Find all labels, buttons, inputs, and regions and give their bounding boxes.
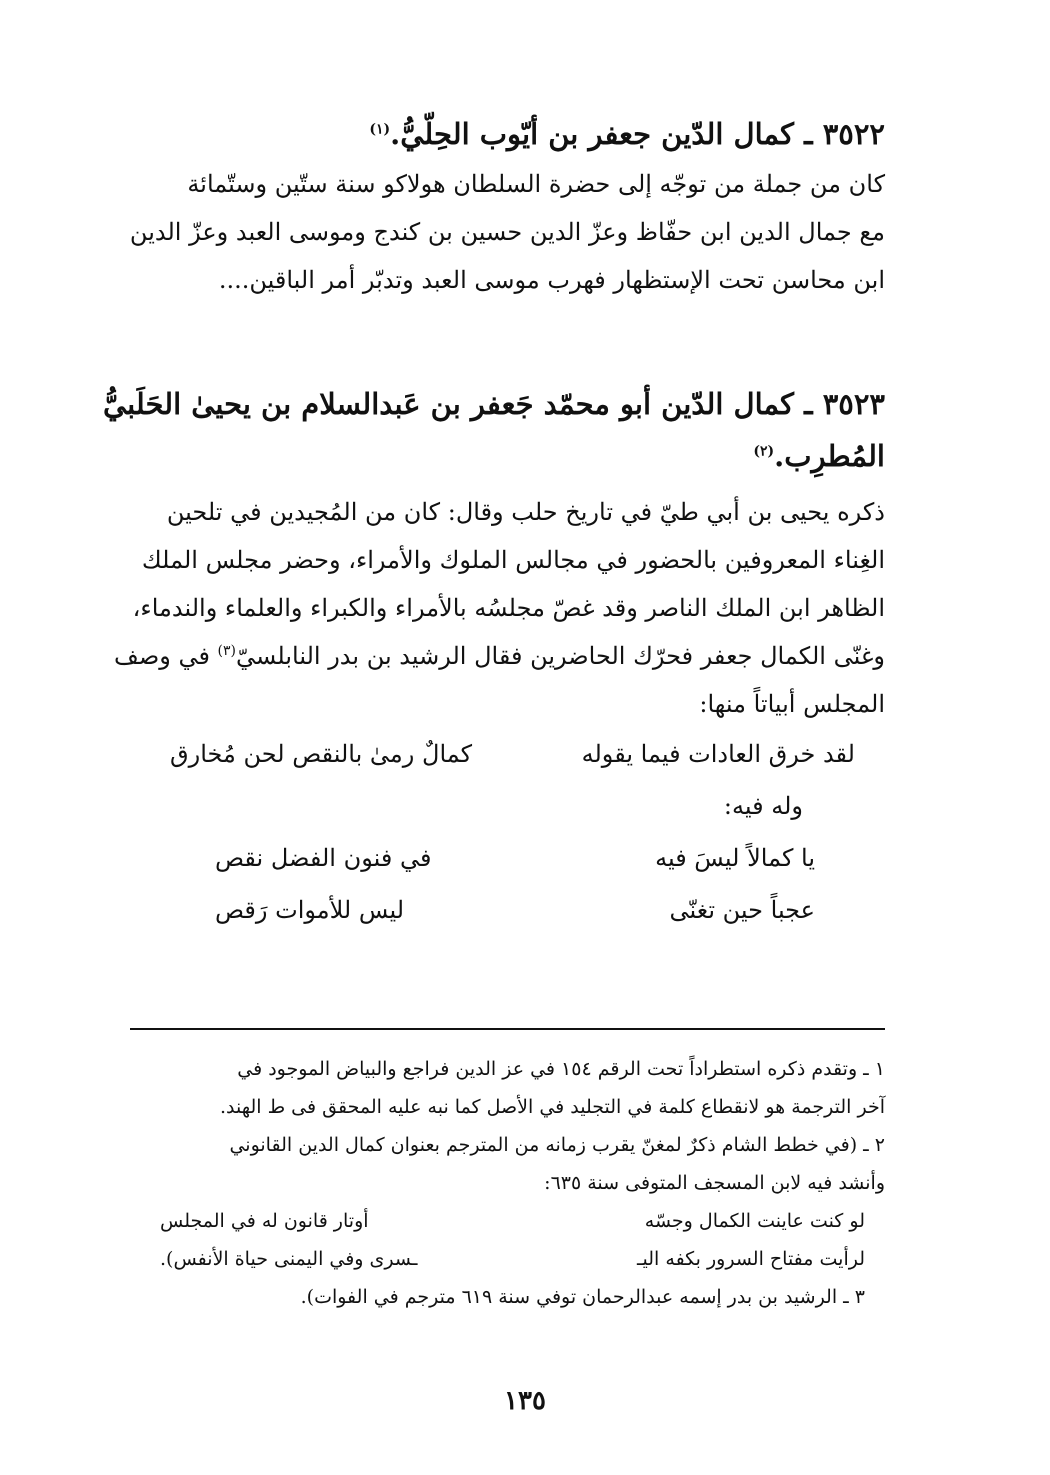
- verse-2-first-hemistich: يا كمالاً ليسَ فيه: [655, 844, 815, 872]
- verse-1-second-hemistich: كمالٌ رمىٰ بالنقص لحن مُخارق: [170, 740, 473, 768]
- footnote-1-line-2: آخر الترجمة هو لانقطاع كلمة في التجليد في الأصل كما نبه عليه المحقق فى ط الهند.: [219, 1096, 885, 1118]
- entry-3522: [130, 108, 885, 304]
- verse-3-second-hemistich: ليس للأموات رَقص: [215, 896, 405, 924]
- entry-3523-title-line-1: ٣٥٢٣ ـ كمال الدّين أبو محمّد جَعفر بن عَبدالسلام بن يحيىٰ الحَلَبيُّ: [103, 387, 885, 421]
- entry-3522-line-3: ابن محاسن تحت الإستظهار فهرب موسى العبد وتدبّر أمر الباقين....: [218, 266, 885, 294]
- footnote-ref-1: (١): [369, 121, 391, 138]
- footnote-2-verse-1: [130, 1202, 885, 1240]
- verse-2: [130, 832, 885, 884]
- footnote-2-verse-2-second: ـسرى وفي اليمنى حياة الأنفس).: [160, 1248, 418, 1270]
- verse-1: [130, 728, 885, 780]
- footnotes: [130, 1050, 885, 1316]
- footnote-2-verse-1-first: لو كنت عاينت الكمال وجسّه: [644, 1210, 865, 1232]
- entry-3522-line-2: مع جمال الدين ابن حفّاظ وعزّ الدين حسين بن كندج وموسى العبد وعزّ الدين: [129, 218, 885, 246]
- verse-2-second-hemistich: في فنون الفضل نقص: [215, 844, 432, 872]
- verse-label: وله فيه:: [723, 792, 803, 820]
- entry-3523-line-2: الغِناء المعروفين بالحضور في مجالس الملوك والأمراء، وحضر مجلس الملك: [141, 546, 885, 574]
- entry-3523: [103, 378, 885, 936]
- entry-3523-line-5: المجلس أبياتاً منها:: [699, 690, 885, 718]
- entry-3522-line-1: كان من جملة من توجّه إلى حضرة السلطان هولاكو سنة ستّين وستّمائة: [187, 170, 885, 198]
- footnote-ref-2: (٢): [753, 443, 775, 460]
- verse-3: [130, 884, 885, 936]
- entry-3523-line-4: وغنّى الكمال جعفر فحرّك الحاضرين فقال الرشيد بن بدر النابلسيّ$^{(٣)}$ في وصف: [114, 642, 885, 670]
- footnote-2-verse-1-second: أوتار قانون له في المجلس: [160, 1210, 369, 1232]
- entry-3523-line-1: ذكره يحيى بن أبي طيّ في تاريخ حلب وقال: كان من المُجيدين في تلحين: [166, 498, 885, 526]
- entry-3523-line-3: الظاهر ابن الملك الناصر وقد غصّ مجلسُه بالأمراء والكبراء والعلماء والندماء،: [132, 594, 885, 622]
- footnote-2-line-1: ٢ ـ (في خطط الشام ذكرٌ لمغنّ يقرب زمانه من المترجم بعنوان كمال الدين القانوني: [229, 1134, 885, 1156]
- footnote-3: ٣ ـ الرشيد بن بدر إسمه عبدالرحمان توفي سنة ٦١٩ مترجم في الفوات).: [300, 1286, 865, 1308]
- footnote-2-verse-2: [130, 1240, 885, 1278]
- footnote-2-verse-2-first: لرأيت مفتاح السرور بكفه اليـ: [636, 1248, 865, 1270]
- footnote-ref-3: (٣): [217, 643, 237, 659]
- footnote-1-line-1: ١ ـ وتقدم ذكره استطراداً تحت الرقم ١٥٤ في عز الدين فراجع والبياض الموجود في: [237, 1058, 885, 1080]
- verse-1-first-hemistich: لقد خرق العادات فيما يقوله: [581, 740, 855, 768]
- footnote-separator: [130, 1028, 885, 1030]
- entry-3522-title: ٣٥٢٢ ـ كمال الدّين جعفر بن أيّوب الحِلّيُّ.$^{(١)}$: [369, 117, 885, 151]
- entry-3523-title-line-2: المُطرِب.$^{(٢)}$: [753, 439, 885, 473]
- footnote-2-line-2: وأنشد فيه لابن المسجف المتوفى سنة ٦٣٥:: [544, 1172, 885, 1194]
- verse-3-first-hemistich: عجباً حين تغنّى: [669, 896, 815, 924]
- page-number: ١٣٥: [504, 1386, 546, 1416]
